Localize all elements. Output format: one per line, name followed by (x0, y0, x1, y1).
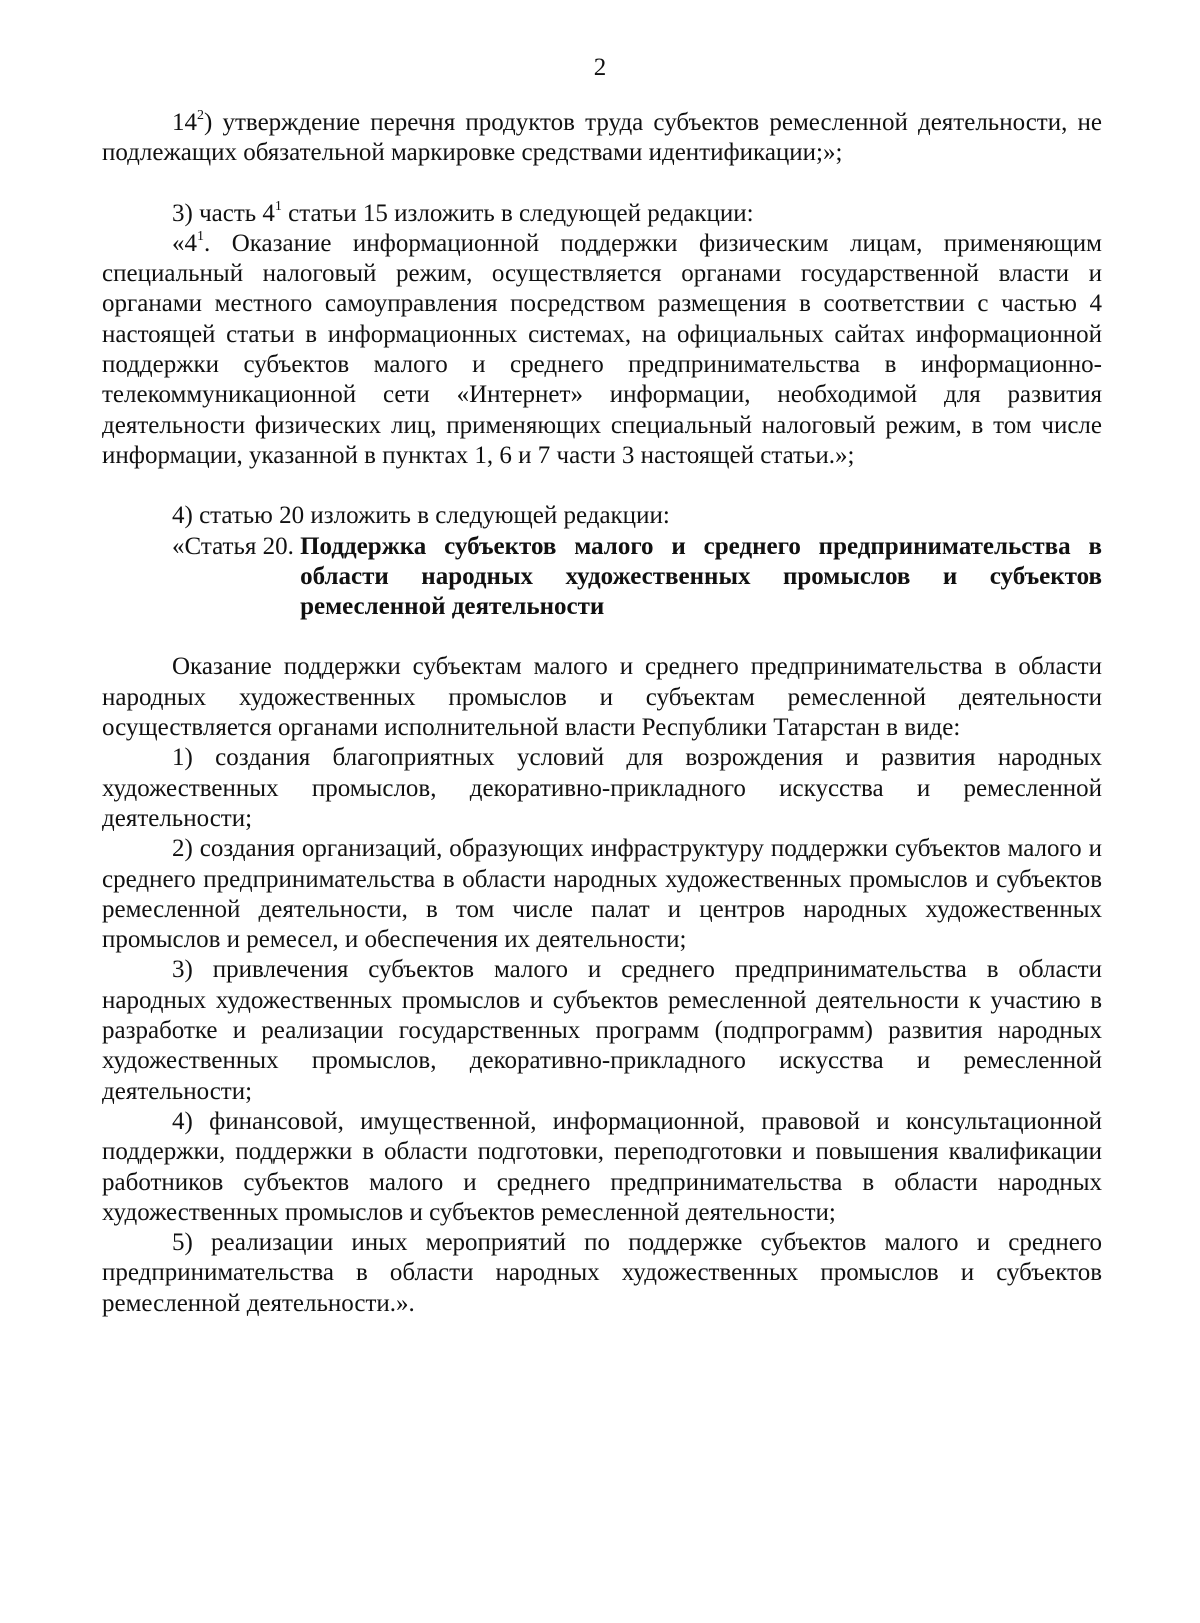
item-3-intro-text-end: статьи 15 изложить в следующей редакции: (281, 199, 754, 227)
article-point-5: 5) реализации иных мероприятий по поддержке субъектов малого и среднего предпринимательства в области народных художественных промыслов и субъектов ремесленной деятельности.». (102, 1229, 1102, 1317)
article-point-3: 3) привлечения субъектов малого и среднего предпринимательства в области народных художественных промыслов и субъектов ремесленной деятельности к участию в разработке и реализации государственных программ (подпрограмм) развития народных художественных промыслов, декоративно-прикладного искусства и ремесленной деятельности; (102, 956, 1102, 1105)
item-14-2-superscript: 2 (197, 108, 204, 123)
article-lead-paragraph: Оказание поддержки субъектам малого и среднего предпринимательства в области народных художественных промыслов и субъектам ремесленной деятельности осуществляется органами исполнительной власти Республики Татарстан в виде: (102, 653, 1102, 742)
item-3-intro (102, 199, 1102, 229)
article-point-2: 2) создания организаций, образующих инфраструктуру поддержки субъектов малого и среднего предпринимательства в области народных художественных промыслов и субъектов ремесленной деятельности, в том числе палат и центров народных художественных промыслов и ремесел, и обеспечения их деятельности; (102, 835, 1102, 954)
item-14-2-paragraph (102, 108, 1102, 169)
item-14-2-text: ) утверждение перечня продуктов труда субъектов ремесленной деятельности, не подлежащих обязательной маркировке средствами идентификации;»; (102, 109, 1102, 167)
item-3-intro-text: 3) часть 4 (172, 199, 275, 227)
article-20-heading (102, 532, 1102, 623)
article-point-1: 1) создания благоприятных условий для возрождения и развития народных художественных промыслов, декоративно-прикладного искусства и ремесленной деятельности; (102, 744, 1102, 832)
item-3-quote (102, 229, 1102, 471)
page-number: 2 (593, 54, 607, 81)
item-4-intro: 4) статью 20 изложить в следующей редакции: (172, 502, 670, 530)
item-3-quote-text: . Оказание информационной поддержки физическим лицам, применяющим специальный налоговый режим, осуществляется органами государственной власти и органами местного самоуправления посредством размещения в соответствии с частью 4 настоящей статьи в информационных системах, на официальных сайтах информационной поддержки субъектов малого и среднего предпринимательства в информационно-телекоммуникационной сети «Интернет» информации, необходимой для развития деятельности физических лиц, применяющих специальный налоговый режим, в том числе информации, указанной в пунктах 1, 6 и 7 части 3 настоящей статьи.»; (102, 229, 1102, 469)
document-body (102, 108, 1102, 1319)
article-20-label: «Статья 20. (172, 532, 301, 560)
item-3-quote-start: «4 (172, 229, 197, 257)
item-3-intro-superscript: 1 (274, 198, 282, 214)
article-20-title: Поддержка субъектов малого и среднего предпринимательства в области народных художественных промыслов и субъектов ремесленной деятельности (300, 532, 1102, 621)
item-3-quote-superscript: 1 (197, 228, 204, 244)
article-point-4: 4) финансовой, имущественной, информационной, правовой и консультационной поддержки, поддержки в области подготовки, переподготовки и повышения квалификации работников субъектов малого и среднего предпринимательства в области народных художественных промыслов и субъектов ремесленной деятельности; (102, 1107, 1102, 1226)
item-14-2-number: 14 (172, 109, 197, 136)
